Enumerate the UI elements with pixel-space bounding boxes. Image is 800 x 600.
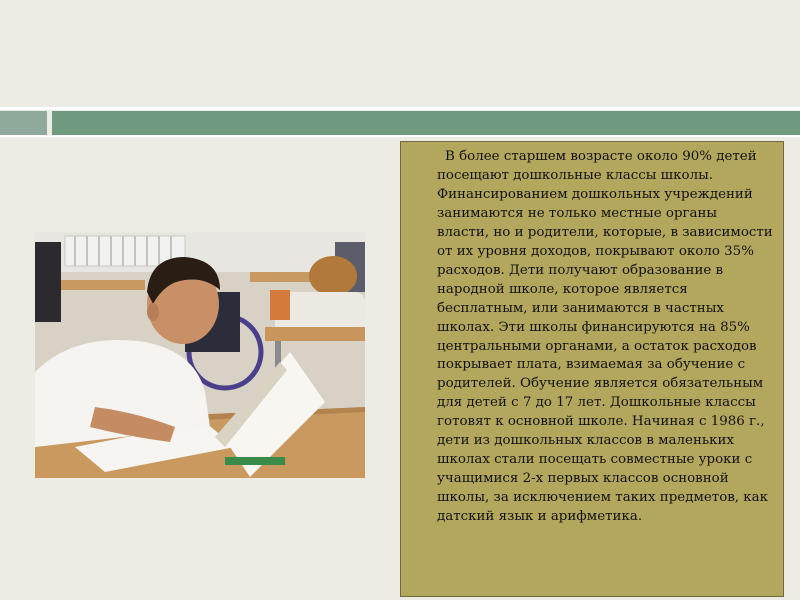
header-accent-band	[52, 111, 800, 135]
body-paragraph: В более старшем возрасте около 90% детей посещают дошкольные классы школы. Финансированием дошкольных учреждений занимаются не только местные органы власти, но и родители, которые, в зависимости от их уровня доходов, покрывают около 35% расходов. Дети получают образование в народной школе, которое является бесплатным, или занимаются в частных школах. Эти школы финансируются на 85% центральными органами, а остаток расходов покрывает плата, взимаемая за обучение с родителей. Обучение является обязательным для детей с 7 до 17 лет. Дошкольные классы готовят к основной школе. Начиная с 1986 г., дети из дошкольных классов в маленьких школах стали посещать совместные уроки с учащимися 2-х первых классов основной школы, за исключением таких предметов, как датский язык и арифметика.	[437, 149, 773, 525]
text-box	[400, 141, 784, 597]
header-divider	[0, 107, 800, 110]
header-underline	[0, 135, 800, 137]
header-accent-block	[0, 111, 47, 135]
classroom-photo	[35, 232, 365, 478]
